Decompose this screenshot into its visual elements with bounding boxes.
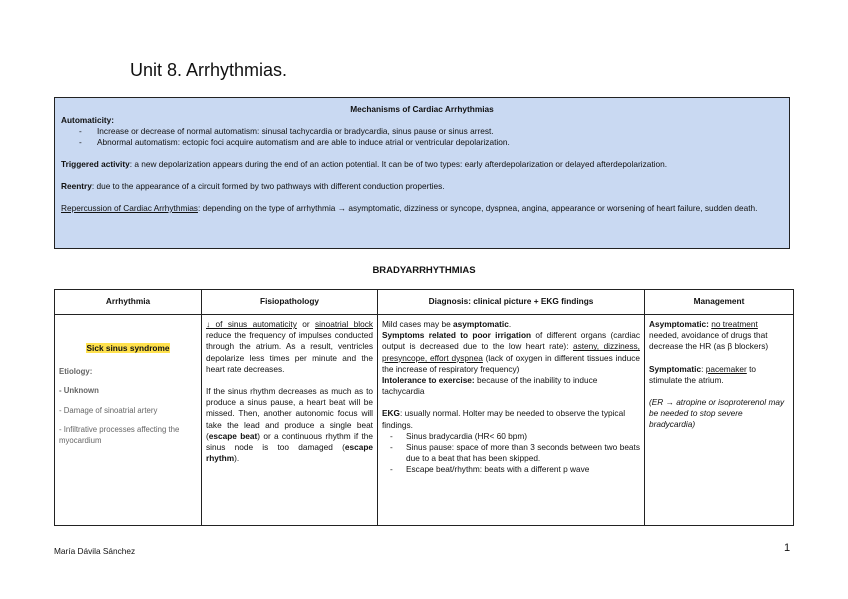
automaticity-item: - Abnormal automatism: ectopic foci acquire automatism and are able to induce atrial or ventricular depolarization. xyxy=(61,137,783,148)
reentry-paragraph: Reentry: due to the appearance of a circuit formed by two pathways with different conduction properties. xyxy=(61,181,445,191)
ekg-findings-list xyxy=(382,431,640,476)
page-number: 1 xyxy=(784,542,791,554)
triggered-paragraph: Triggered activity: a new depolarization appears during the end of an action potential. It can be of two types: early afterdepolarization or delayed afterdepolarization. xyxy=(61,159,668,169)
column-header: Fisiopathology xyxy=(202,290,378,315)
management-er-note: (ER → atropine or isoproterenol may be needed to stop severe bradycardia) xyxy=(649,397,785,430)
etiology-infiltrative: - Infiltrative processes affecting the myocardium xyxy=(59,424,180,446)
repercussion-paragraph: Repercussion of Cardiac Arrhythmias: depending on the type of arrhythmia → asymptomatic, dizziness or syncope, dyspnea, angina, appearance or worsening of heart failure, sudden death. xyxy=(61,203,758,213)
diagnosis-cell xyxy=(378,315,645,526)
arrhythmia-cell xyxy=(55,315,202,526)
automaticity-item: - Increase or decrease of normal automatism: sinusal tachycardia or bradycardia, sinus pause or sinus arrest. xyxy=(61,126,783,137)
management-asymptomatic: Asymptomatic: no treatment needed, avoidance of drugs that decrease the HR (as β blockers) xyxy=(649,319,769,352)
automaticity-list xyxy=(61,126,783,148)
management-cell xyxy=(645,315,794,526)
etiology-damage: - Damage of sinoatrial artery xyxy=(59,405,158,415)
management-symptomatic: Symptomatic: pacemaker to stimulate the atrium. xyxy=(649,363,757,385)
list-item: - Sinus bradycardia (HR< 60 bpm) xyxy=(382,431,640,442)
automaticity-label: Automaticity: xyxy=(61,115,115,125)
page-title: Unit 8. Arrhythmias. xyxy=(130,60,288,80)
diagnosis-intolerance: Intolerance to exercise: because of the inability to induce tachycardia xyxy=(382,375,598,397)
table-header-row xyxy=(55,290,794,315)
fisio-paragraph-1: ↓ of sinus automaticity or sinoatrial block reduce the frequency of impulses conducted through the atrium. As a result, ventricles depolarize less times per minute and the heart rate decreases. xyxy=(206,319,373,374)
fisio-paragraph-2: If the sinus rhythm decreases as much as to produce a sinus pause, a heart beat will be missed. Then, another autonomic focus will take the lead and produce a single beat (escape beat) or a continuous rhythm if the sinus node is too damaged (escape rhythm). xyxy=(206,386,373,464)
etiology-unknown: - Unknown xyxy=(59,386,99,396)
fisiopathology-cell xyxy=(202,315,378,526)
mechanisms-heading: Mechanisms of Cardiac Arrhythmias xyxy=(350,104,494,114)
mechanisms-box xyxy=(54,97,790,249)
etiology-label: Etiology: xyxy=(59,367,93,377)
column-header: Diagnosis: clinical picture + EKG findings xyxy=(378,290,645,315)
column-header: Management xyxy=(645,290,794,315)
section-title: BRADYARRHYTHMIAS xyxy=(372,265,476,276)
diagnosis-ekg: EKG: usually normal. Holter may be needed to observe the typical findings. xyxy=(382,408,626,430)
footer-author: María Dávila Sánchez xyxy=(54,546,136,556)
table-row xyxy=(55,315,794,526)
list-item: - Sinus pause: space of more than 3 seconds between two beats due to a beat that has been skipped. xyxy=(382,442,640,464)
diagnosis-symptoms: Symptoms related to poor irrigation of different organs (cardiac output is decreased due to the low heart rate): asteny, dizziness, presyncope, effort dyspnea (lack of oxygen in different tissues induce the increase of respiratory frequency) xyxy=(382,330,641,374)
diagnosis-mild: Mild cases may be asymptomatic. xyxy=(382,319,512,329)
column-header: Arrhythmia xyxy=(55,290,202,315)
bradyarrhythmias-table xyxy=(54,289,794,526)
list-item: - Escape beat/rhythm: beats with a different p wave xyxy=(382,464,640,475)
arrhythmia-name: Sick sinus syndrome xyxy=(86,343,170,353)
